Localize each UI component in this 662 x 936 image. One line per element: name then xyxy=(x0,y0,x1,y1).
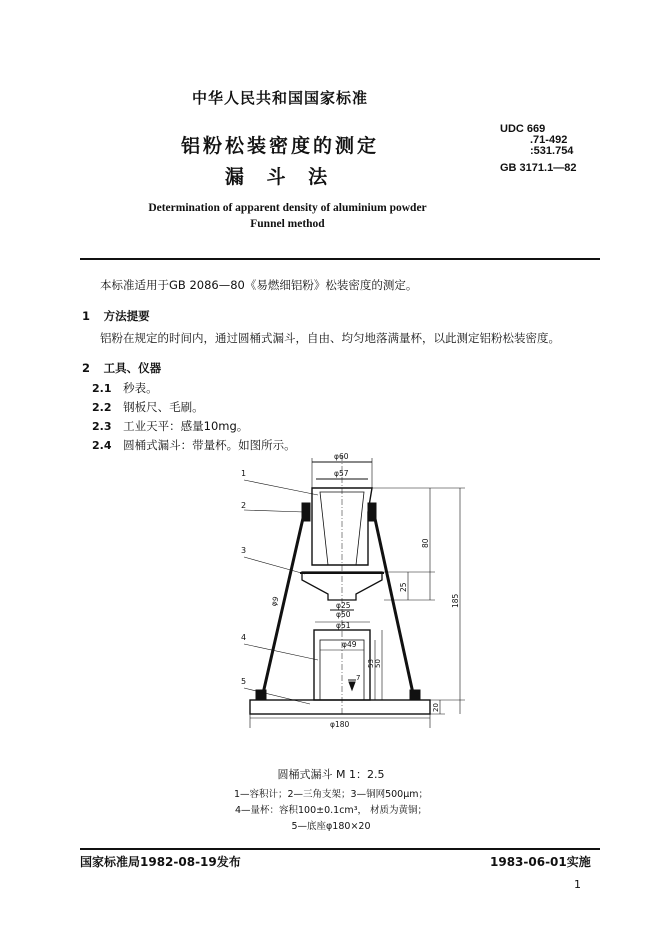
tripod-leg-right xyxy=(372,505,414,698)
dim-label-d180: φ180 xyxy=(330,720,350,729)
item-2-4-number: 2.4 xyxy=(92,439,112,452)
udc-line-3: :531.754 xyxy=(530,145,574,157)
leader-2 xyxy=(244,510,304,512)
item-2-1-number: 2.1 xyxy=(92,382,112,395)
gb-code: GB 3171.1—82 xyxy=(500,162,577,174)
base-plate xyxy=(250,700,430,714)
item-2-2-number: 2.2 xyxy=(92,401,112,414)
intro-paragraph: 本标准适用于GB 2086—80《易燃细铝粉》松装密度的测定。 xyxy=(100,278,418,292)
item-2-4-text: 圆桶式漏斗：带量杯。如图所示。 xyxy=(123,438,296,452)
item-2-3-text: 工业天平：感量10mg。 xyxy=(123,419,249,433)
footer-rule xyxy=(80,848,600,850)
callout-2: 2 xyxy=(241,501,247,510)
leader-3 xyxy=(244,557,305,574)
dim-label-h185: 185 xyxy=(451,593,460,608)
item-2-2-text: 钢板尺、毛刷。 xyxy=(123,400,204,414)
dim-label-h20: 20 xyxy=(432,703,440,712)
udc-line-2: .71-492 xyxy=(530,134,568,146)
dim-label-leg: φ9 xyxy=(268,595,281,608)
leader-5 xyxy=(244,688,310,704)
leader-1 xyxy=(244,480,318,495)
dim-label-h25: 25 xyxy=(399,582,408,592)
level-triangle xyxy=(349,682,355,690)
dim-label-d51: φ51 xyxy=(336,621,351,630)
document-title-en: Determination of apparent density of aluminium powder xyxy=(148,202,427,214)
dim-label-d25: φ25 xyxy=(336,601,351,610)
figure-caption: 圆桶式漏斗 M 1：2.5 xyxy=(277,768,385,781)
section-2-title: 工具、仪器 xyxy=(103,361,162,375)
standard-organization: 中华人民共和国国家标准 xyxy=(191,89,368,107)
dim-label-angle: 7 xyxy=(356,674,361,682)
callout-4: 4 xyxy=(241,633,247,642)
item-2-3-number: 2.3 xyxy=(92,420,112,433)
dim-label-d49: φ49 xyxy=(342,640,357,649)
document-subtitle-en: Funnel method xyxy=(250,218,325,230)
section-1-number: 1 xyxy=(82,309,91,323)
callout-3: 3 xyxy=(241,546,247,555)
document-title-cn: 铝粉松装密度的测定 xyxy=(180,135,379,157)
callout-5: 5 xyxy=(241,677,247,686)
dim-label-d50: φ50 xyxy=(336,610,351,619)
figure-legend-3: 5—底座φ180×20 xyxy=(291,821,371,832)
section-1-title: 方法提要 xyxy=(103,309,150,323)
document-subtitle-cn: 漏 斗 法 xyxy=(224,166,336,188)
tripod-leg-left xyxy=(262,505,306,698)
issue-date: 国家标准局1982-08-19发布 xyxy=(80,855,241,869)
section-1-text: 铝粉在规定的时间内，通过圆桶式漏斗，自由、均匀地落满量杯，以此测定铝粉松装密度。 xyxy=(100,331,560,345)
dim-label-h53: 53 xyxy=(367,659,375,668)
figure-legend-2: 4—量杯：容积100±0.1cm³， 材质为黄铜； xyxy=(234,805,428,816)
leg-foot-right xyxy=(410,690,420,700)
dim-label-d57: φ57 xyxy=(334,469,349,478)
figure-legend-1: 1—容积计；2—三角支架；3—铜网500μm； xyxy=(233,789,429,800)
leader-4 xyxy=(244,644,318,660)
effective-date: 1983-06-01实施 xyxy=(490,855,591,869)
item-2-1-text: 秒表。 xyxy=(123,381,158,395)
section-2-number: 2 xyxy=(82,361,91,375)
leg-clamp-right xyxy=(368,503,376,521)
callout-1: 1 xyxy=(241,469,247,478)
page-number: 1 xyxy=(574,878,581,891)
dim-label-d60: φ60 xyxy=(334,452,349,461)
dim-label-h80: 80 xyxy=(421,538,430,548)
udc-line-1: UDC 669 xyxy=(500,123,546,135)
dim-label-h50: 50 xyxy=(374,659,382,668)
